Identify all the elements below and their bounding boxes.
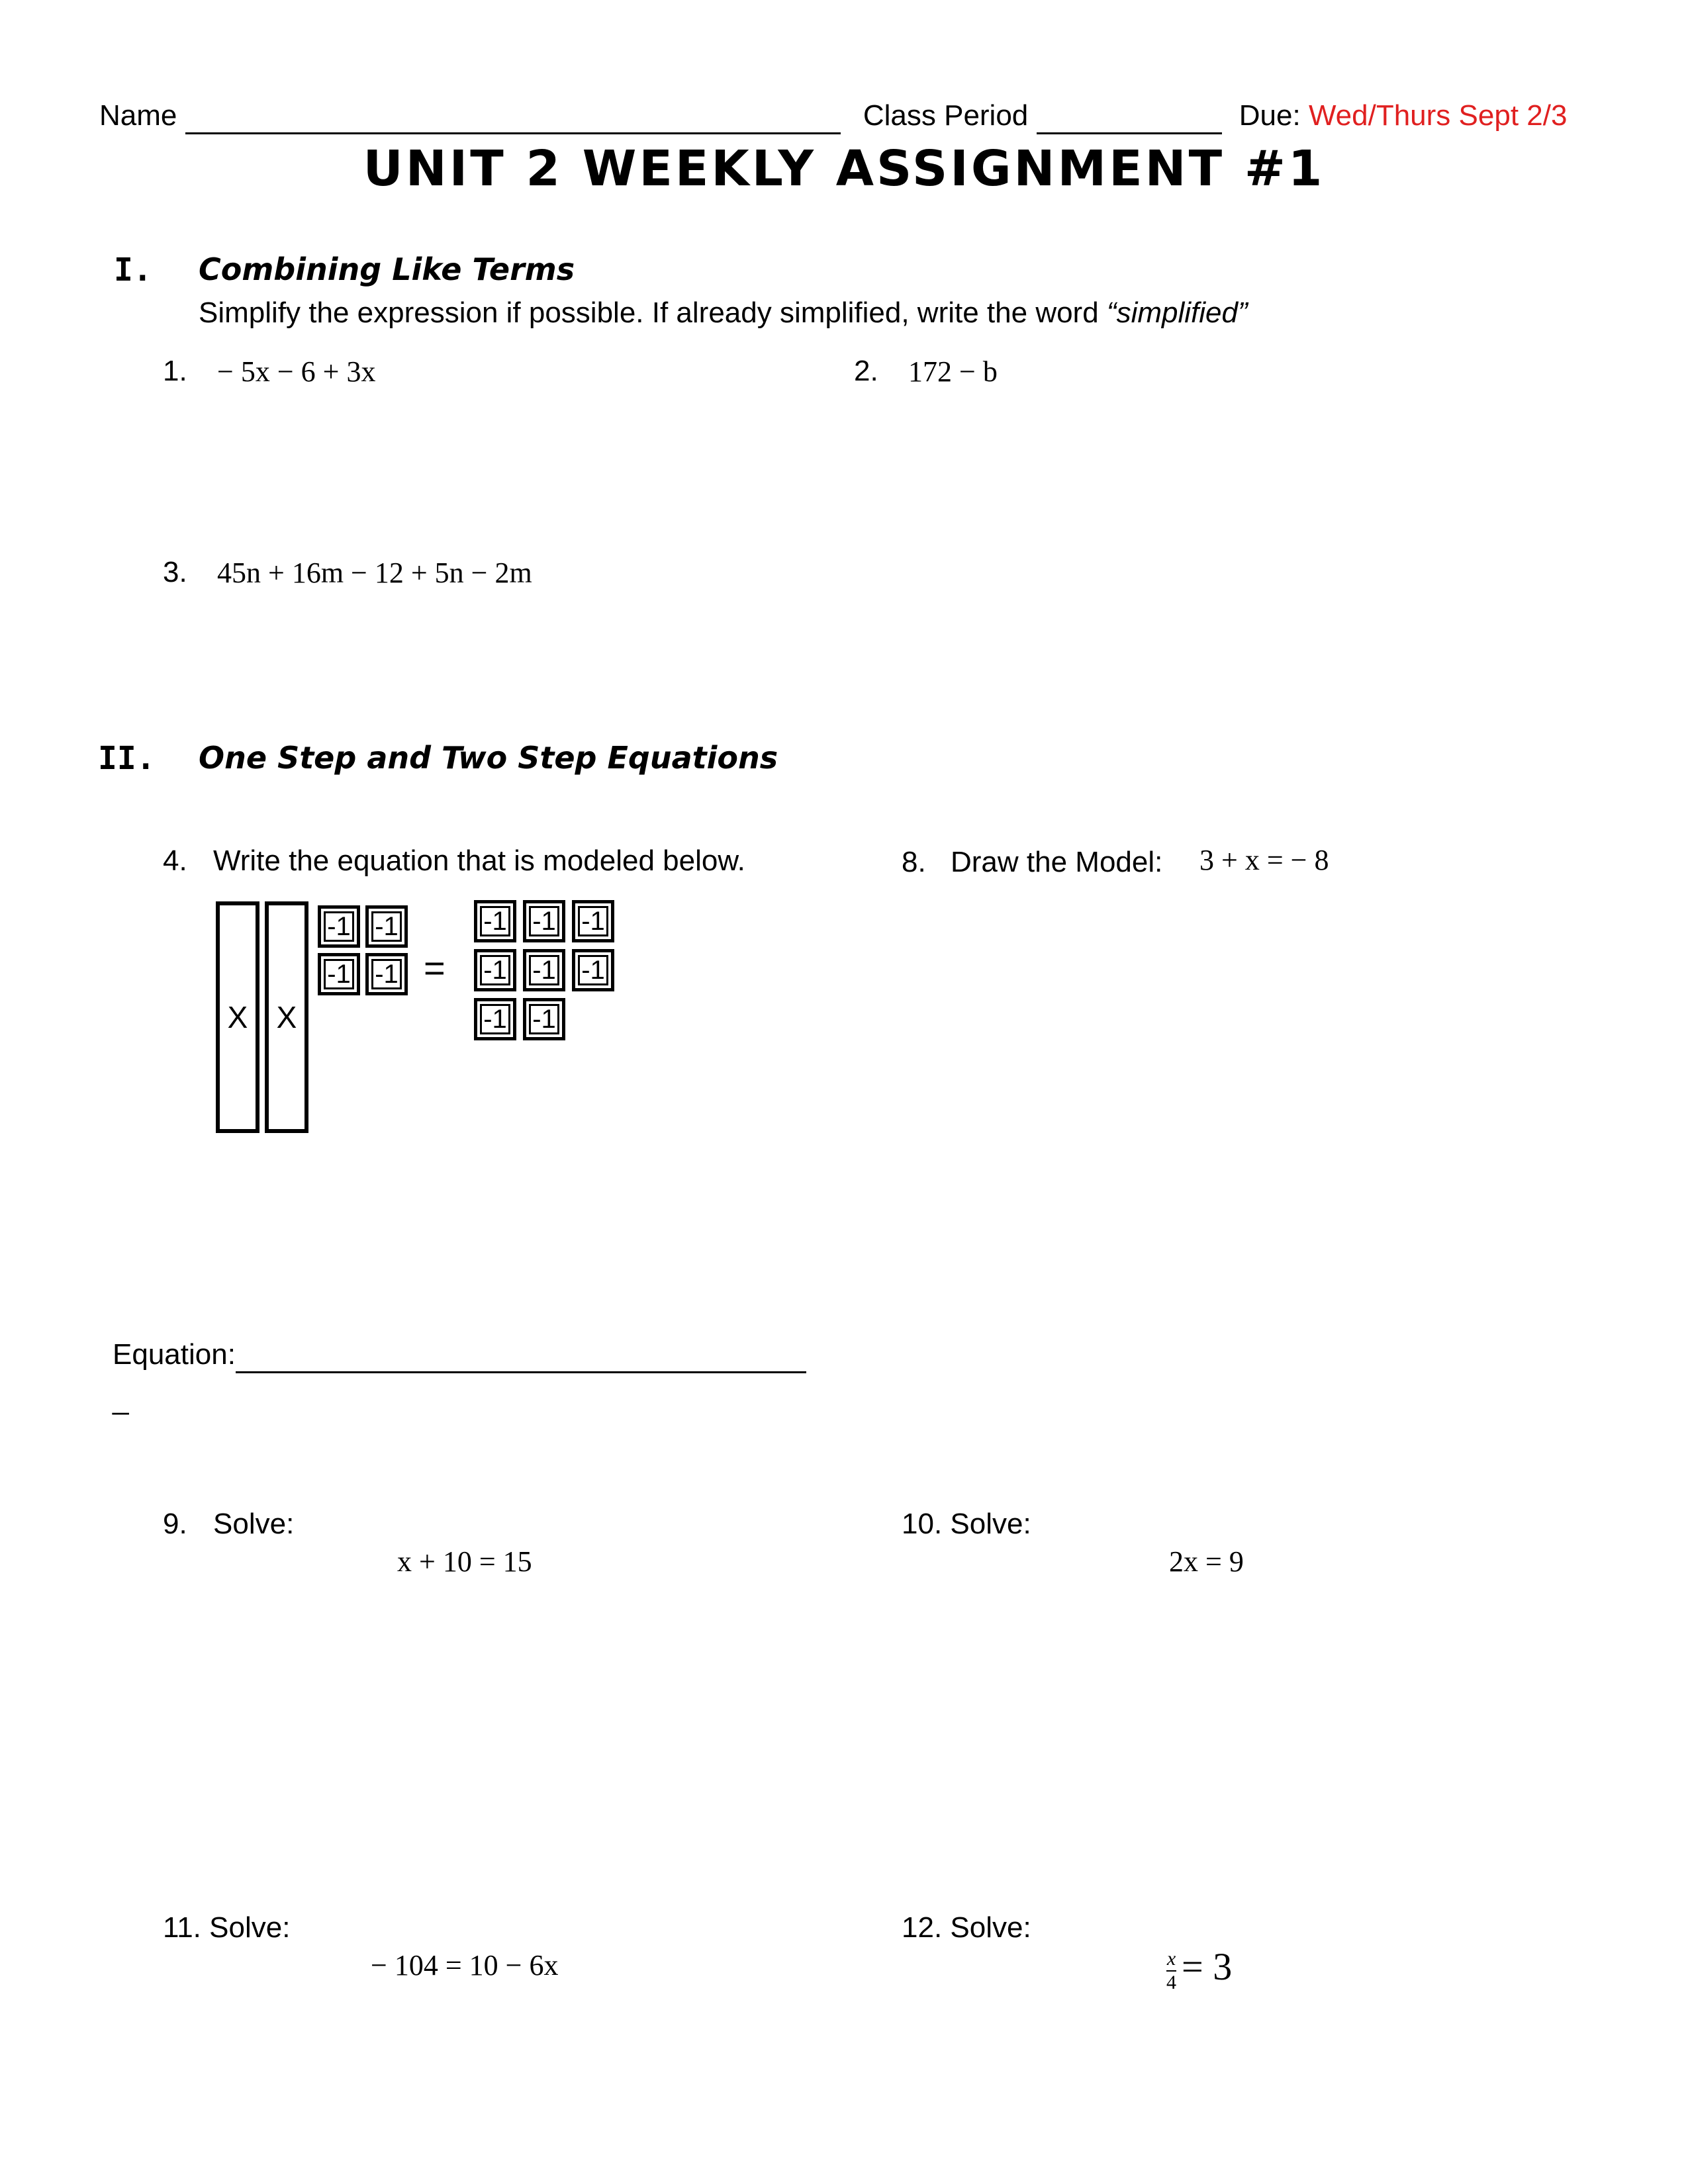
fraction-denominator: 4: [1166, 1971, 1176, 1993]
fraction-rhs: = 3: [1182, 1945, 1233, 1988]
problem-12-label: 12. Solve:: [902, 1911, 1031, 1944]
problem-3-expression: 45n + 16m − 12 + 5n − 2m: [217, 557, 532, 589]
negative-unit-tile: -1: [365, 953, 408, 995]
negative-unit-tile: -1: [365, 905, 408, 948]
negative-unit-tile: -1: [318, 953, 360, 995]
section-1-title: Combining Like Terms: [199, 251, 575, 287]
class-period-field[interactable]: [1037, 99, 1222, 134]
problem-10-label: 10. Solve:: [902, 1508, 1031, 1540]
negative-unit-tile: -1: [572, 900, 614, 942]
equation-dash: _: [113, 1383, 129, 1416]
negative-unit-tile: -1: [523, 998, 565, 1040]
problem-2-expression: 172 − b: [908, 355, 998, 388]
x-tile: X: [216, 901, 259, 1133]
negative-unit-tile: -1: [523, 949, 565, 991]
fraction: [1166, 1948, 1176, 1994]
problem-1-expression: − 5x − 6 + 3x: [217, 355, 376, 388]
problem-2-number: 2.: [854, 355, 878, 387]
negative-unit-tile: -1: [474, 900, 516, 942]
problem-11-expression: − 104 = 10 − 6x: [371, 1949, 559, 1981]
problem-4-number: 4.: [163, 844, 187, 877]
problem-1-number: 1.: [163, 355, 187, 387]
equation-label: Equation:: [113, 1338, 236, 1371]
name-label: Name: [99, 99, 177, 132]
negative-unit-tile: -1: [572, 949, 614, 991]
section-1-numeral: I.: [114, 251, 152, 289]
fraction-numerator: x: [1166, 1947, 1176, 1970]
problem-4-text: Write the equation that is modeled below.: [213, 844, 745, 877]
class-period-label: Class Period: [863, 99, 1029, 132]
section-2-numeral: II.: [98, 740, 156, 777]
equation-answer-field[interactable]: [236, 1338, 806, 1373]
problem-11-label: 11. Solve:: [163, 1911, 291, 1944]
problem-9-number: 9.: [163, 1508, 187, 1540]
instruction-text: Simplify the expression if possible. If already simplified, write the word: [199, 296, 1099, 329]
x-tile: X: [265, 901, 308, 1133]
due-label: Due:: [1239, 99, 1301, 132]
section-2-title: One Step and Two Step Equations: [199, 740, 778, 776]
negative-unit-tile: -1: [474, 949, 516, 991]
negative-unit-tile: -1: [474, 998, 516, 1040]
problem-12-expression: [1166, 1944, 1232, 1994]
negative-unit-tile: -1: [523, 900, 565, 942]
problem-8-number: 8.: [902, 846, 926, 878]
instruction-quote: “simplified”: [1106, 296, 1248, 329]
header-line: [99, 99, 1567, 134]
section-1-instruction: [199, 296, 1248, 330]
negative-unit-tile: -1: [318, 905, 360, 948]
page-title: UNIT 2 WEEKLY ASSIGNMENT #1: [363, 140, 1325, 197]
model-equals-sign: =: [424, 947, 445, 989]
problem-9-expression: x + 10 = 15: [397, 1545, 532, 1578]
name-field[interactable]: [185, 99, 841, 134]
problem-8-expression: 3 + x = − 8: [1199, 844, 1329, 876]
equation-answer-row: [113, 1338, 806, 1373]
problem-3-number: 3.: [163, 556, 187, 588]
problem-9-text: Solve:: [213, 1508, 295, 1540]
due-date: Wed/Thurs Sept 2/3: [1308, 99, 1568, 132]
problem-10-expression: 2x = 9: [1169, 1545, 1244, 1578]
problem-8-text: Draw the Model:: [951, 846, 1163, 878]
